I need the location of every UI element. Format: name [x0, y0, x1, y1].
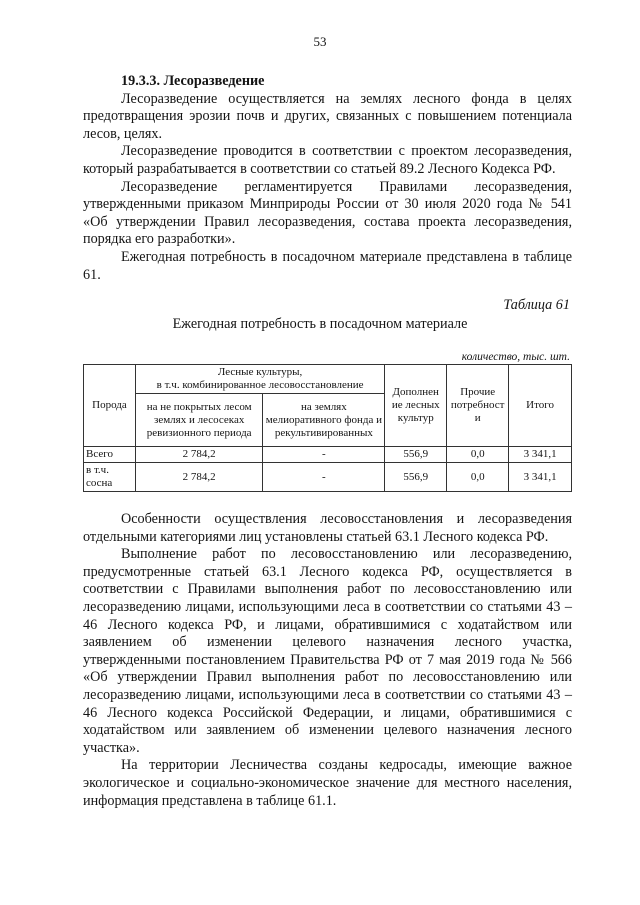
- cell-total: 3 341,1: [509, 463, 572, 492]
- cell-non-covered: 2 784,2: [135, 463, 263, 492]
- paragraph: Лесоразведение проводится в соответствии с проектом лесоразведения, который разрабатывается в соответствии со статьей 89.2 Лесного Кодекса РФ.: [83, 143, 572, 177]
- paragraph: Ежегодная потребность в посадочном материале представлена в таблице 61.: [83, 248, 572, 283]
- table-row: [84, 447, 572, 463]
- paragraph: Особенности осуществления лесовосстановления и лесоразведения отдельными категориями лиц установлены статьей 63.1 Лесного кодекса РФ.: [83, 511, 572, 545]
- header-forest-cultures: Лесные культуры, в т.ч. комбинированное лесовосстановление: [135, 365, 384, 394]
- table-title: Ежегодная потребность в посадочном материале: [172, 316, 468, 332]
- cell-supplementing: 556,9: [385, 447, 447, 463]
- cell-reclaimed: -: [263, 463, 385, 492]
- paragraph: Выполнение работ по лесовосстановлению или лесоразведению, предусмотренные статьей 63.1 Лесного кодекса РФ, осуществляется в соответствии с Правилами выполнения работ по лесовосстановлению или лесоразведению лицами, использующими леса в соответствии со статьями 43 – 46 Лесного кодекса РФ, и лицами, обратившимися с ходатайством или заявлением об изменении целевого назначения лесного участка, утвержденными постановлением Правительства РФ от 7 мая 2019 года № 566 «Об утверждении Правил выполнения работ по лесовосстановлению или лесоразведению лицами, использующими леса в соответствии со статьями 43 – 46 Лесного кодекса Российской Федерации, и лицами, обратившимися с ходатайством или заявлением об изменении целевого назначения лесного участка».: [83, 546, 572, 756]
- table-row: [84, 463, 572, 492]
- paragraph: Лесоразведение регламентируется Правилами лесоразведения, утвержденными приказом Минприроды России от 30 июля 2020 года № 541 «Об утверждении Правил лесоразведения, состава проекта лесоразведения, порядка его разработки».: [83, 178, 572, 248]
- section-heading: 19.3.3. Лесоразведение: [121, 73, 265, 89]
- page-number: 53: [313, 34, 327, 49]
- header-reclaimed: на землях мелиоративного фонда и рекультивированных: [263, 394, 385, 447]
- cell-other: 0,0: [447, 447, 509, 463]
- table-unit: количество, тыс. шт.: [461, 351, 570, 363]
- paragraph: Лесоразведение осуществляется на землях лесного фонда в целях предотвращения эрозии почв и других, связанных с повышением потенциала лесов, целях.: [83, 90, 572, 142]
- paragraph: На территории Лесничества созданы кедросады, имеющие важное экологическое и социально-экономическое значение для местного населения, информация представлена в таблице 61.1.: [83, 757, 572, 809]
- cell-breed: в т.ч. сосна: [84, 463, 136, 492]
- header-breed: Порода: [84, 365, 136, 447]
- header-non-covered: на не покрытых лесом землях и лесосеках ревизионного периода: [135, 394, 263, 447]
- planting-material-table: [83, 364, 572, 492]
- cell-total: 3 341,1: [509, 447, 572, 463]
- text-block-bottom: [83, 511, 572, 810]
- table-caption: Таблица 61: [503, 297, 570, 313]
- text-block-top: [83, 73, 572, 284]
- header-supplementing: Дополнен ие лесных культур: [385, 365, 447, 447]
- header-other: Прочие потребност и: [447, 365, 509, 447]
- header-total: Итого: [509, 365, 572, 447]
- cell-non-covered: 2 784,2: [135, 447, 263, 463]
- cell-supplementing: 556,9: [385, 463, 447, 492]
- table-header-row: [84, 365, 572, 394]
- cell-reclaimed: -: [263, 447, 385, 463]
- cell-other: 0,0: [447, 463, 509, 492]
- cell-breed: Всего: [84, 447, 136, 463]
